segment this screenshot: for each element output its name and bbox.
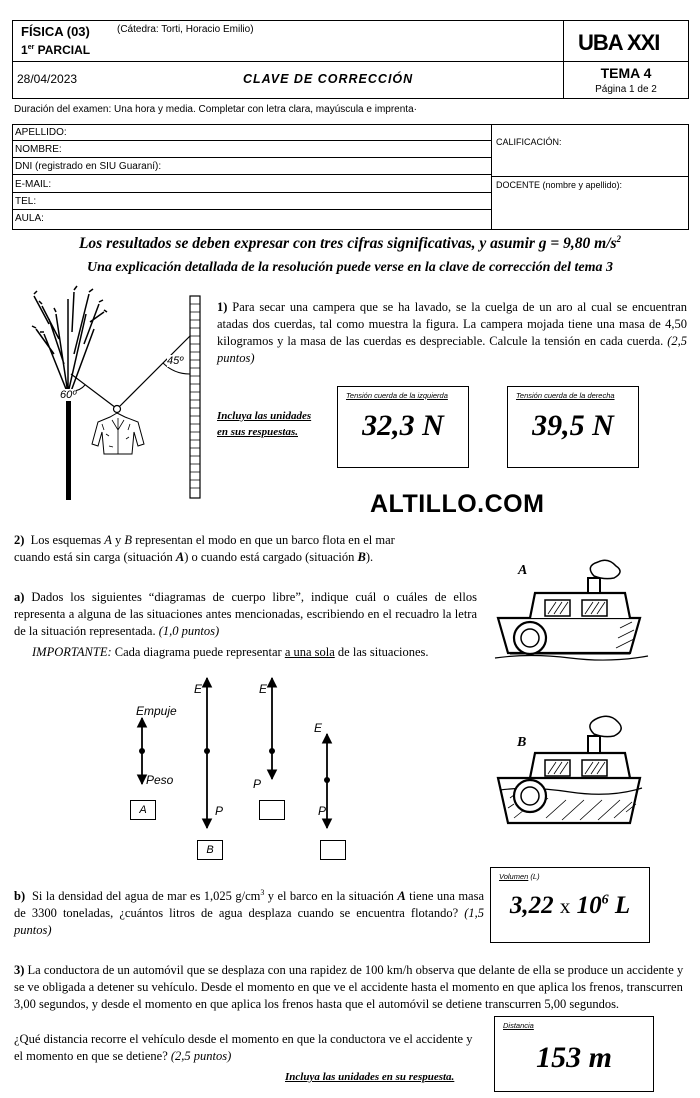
q2a-text: a) Dados los siguientes “diagramas de cuerpo libre”, indique cuál o cuáles de ellos representa a alguna de las situaciones antes mencionadas, escribiendo en el recuadro la letra de la situación representada. (1,0 puntos) (14, 590, 477, 638)
q1-units-note: Incluya las unidades en sus respuestas. (217, 410, 312, 438)
tema-number: TEMA 4 (600, 65, 652, 81)
uba-xxi-logo: UBA XXI (578, 30, 660, 55)
field-dni[interactable]: DNI (registrado en SIU Guaraní): (12, 158, 492, 175)
d2-answer-box[interactable]: B (197, 840, 223, 860)
d3-answer-box[interactable] (259, 800, 285, 820)
field-apellido[interactable]: APELLIDO: (12, 124, 492, 141)
grade-label: CALIFICACIÓN: (496, 137, 562, 147)
watermark: ALTILLO.COM (370, 490, 545, 518)
boat-a-drawing (490, 558, 650, 674)
q1-text: 1) Para secar una campera que se ha lavado, se la cuelga de un aro al cual se encuentran atadas dos cuerdas, tal como muestra la figura. La campera mojada tiene una masa de 4,50 kilogramos y la masa de las cuerdas es despreciable. Calcule la tensión en cada cuerda. (2,5 puntos) (217, 300, 688, 365)
q2b-text: b) Si la densidad del agua de mar es 1,025 $g/cm^3$ y el barco en la situación A tiene una masa de 3300 toneladas, ¿cuántos litros de agua desplaza cuando se encuentra flotando? (1,5 puntos) (14, 888, 484, 938)
explanation-note: Una explicación detallada de la resolución puede verse en la clave de corrección del tema 3 (86, 260, 614, 275)
form-divider-right (491, 176, 689, 177)
answer-key-title: CLAVE DE CORRECCIÓN (243, 72, 414, 86)
d3-bottom-label: P (253, 777, 262, 791)
q2a-important: IMPORTANTE: Cada diagrama puede representar a una sola de las situaciones. (32, 645, 429, 659)
exam-date: 28/04/2023 (17, 72, 78, 86)
volume-value: 3,22 x $10^6$ L (509, 892, 631, 919)
header-date-cell (12, 61, 564, 99)
field-email[interactable]: E-MAIL: (12, 176, 492, 193)
field-nombre[interactable]: NOMBRE: (12, 141, 492, 158)
distance-value: 153 m (536, 1041, 612, 1074)
d1-answer-box[interactable]: A (130, 800, 156, 820)
boat-a-label: A (518, 563, 528, 578)
d1-top-label: Empuje (136, 704, 177, 718)
boat-b-drawing (490, 708, 650, 834)
answer-right-tension: Tensión cuerda de la derecha 39,5 N (507, 386, 639, 468)
answer-left-tension: Tensión cuerda de la izquierda 32,3 N (337, 386, 469, 468)
q2-intro: 2) Los esquemas A y B representan el modo en que un barco flota en el mar cuando está sin carga (situación A) o cuando está cargado (situación B). (14, 533, 395, 564)
q1-figure (14, 284, 214, 500)
field-aula[interactable]: AULA: (15, 213, 44, 224)
sig-figs-note: Los resultados se deben expresar con tres cifras significativas, y asumir g = 9,80 $m/s^2$ (78, 234, 622, 253)
q3-question: ¿Qué distancia recorre el vehículo desde el momento en que la conductora ve el accidente y el momento en que se detiene? (2,5 puntos) (14, 1032, 473, 1063)
teacher-label: DOCENTE (nombre y apellido): (496, 180, 623, 190)
d2-bottom-label: P (215, 804, 224, 818)
header-tema-cell (563, 61, 689, 99)
d3-top-label: E (259, 682, 268, 696)
q3-units-note: Incluya las unidades en su respuesta. (285, 1071, 455, 1083)
d4-answer-box[interactable] (320, 840, 346, 860)
answer-volume: Volumen (L) 3,22 x $10^6$ L (490, 867, 650, 943)
page-number: Página 1 de 2 (595, 84, 657, 95)
exam-name: 1er PARCIAL (21, 43, 91, 57)
course-title: FÍSICA (03) (21, 24, 90, 39)
field-tel[interactable]: TEL: (12, 193, 492, 210)
answer-distance: Distancia 153 m (494, 1016, 654, 1092)
boat-b-label: B (517, 735, 527, 750)
header-logo-cell (563, 20, 689, 62)
d2-top-label: E (194, 682, 203, 696)
instructions: Duración del examen: Una hora y media. Completar con letra clara, mayúscula e imprenta· (14, 104, 417, 115)
d1-bottom-label: Peso (146, 773, 174, 787)
q3-text: 3) La conductora de un automóvil que se desplaza con una rapidez de 100 km/h observa que delante de ella se produce un accidente y se ve obligada a detener su vehículo. Desde el momento en que ve el accidente hasta el momento en que aplica los frenos, transcurren 3,00 segundos, y desde el momento en que aplica los frenos hasta que el automóvil se detiene transcurren 5,00 segundos. (14, 963, 684, 1011)
d4-top-label: E (314, 721, 323, 735)
angle-left-label: 60º (60, 389, 77, 401)
header-course-cell (12, 20, 564, 62)
angle-right-label: 45º (167, 355, 184, 367)
right-tension-value: 39,5 N (532, 409, 614, 442)
course-chair: (Cátedra: Torti, Horacio Emilio) (117, 24, 254, 35)
left-tension-value: 32,3 N (362, 409, 444, 442)
d4-bottom-label: P (318, 804, 327, 818)
